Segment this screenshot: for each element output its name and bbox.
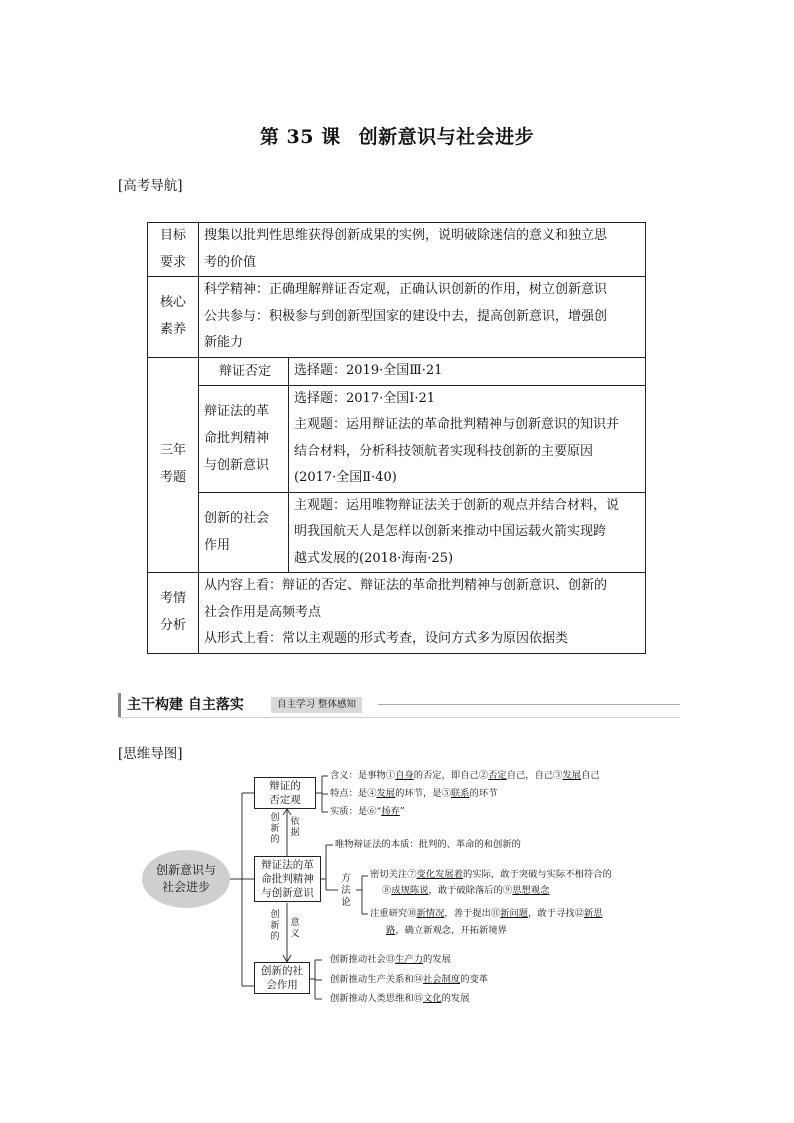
- method-item-2: 注重研究⑩新情况，善于提出⑪新问题，敢于寻找⑫新思: [370, 908, 603, 919]
- cell-line: 主观题：运用辩证法的革命批判精神与创新意识的知识并: [294, 417, 620, 432]
- method-item-1: 密切关注⑦变化发展着的实际，敢于突破与实际不相符合的: [370, 869, 612, 880]
- negation-meaning: 含义：是事物①自身的否定，即自己②否定自己，自己③发展自己: [330, 770, 600, 781]
- cell-line: 辩证法的革: [204, 404, 270, 419]
- row-header-goal: [148, 223, 199, 277]
- table-row: [148, 357, 646, 385]
- node-line: 与创新意识: [261, 887, 314, 899]
- header-line: 素养: [159, 321, 186, 337]
- exam-topic-2: [199, 385, 289, 492]
- mindmap-node-critical-spirit: [254, 856, 321, 902]
- node-line: 会作用: [266, 979, 298, 991]
- table-row: [148, 277, 646, 358]
- header-line: 要求: [159, 254, 186, 270]
- cell-line: (2017·全国Ⅱ·40): [294, 470, 397, 485]
- methodology-label: [341, 873, 351, 909]
- method-item-2-cont: 路，确立新观念，开拓新境界: [386, 925, 507, 936]
- mindmap-node-negation: [254, 777, 316, 809]
- social-role-item-1: 创新推动社会⑬生产力的发展: [330, 954, 451, 965]
- row-header-exam: [148, 357, 199, 573]
- section-tag: 自主学习 整体感知: [271, 697, 362, 713]
- label-char: 依: [290, 817, 300, 827]
- cell-line: 越式发展的(2018·海南·25): [294, 550, 454, 566]
- exam-detail-2: [289, 385, 646, 492]
- section-title: 主干构建 自主落实: [118, 693, 250, 717]
- table-row: [148, 573, 646, 654]
- cell-line: 辩证否定: [218, 363, 271, 379]
- header-line: 目标: [159, 228, 186, 243]
- method-item-1-cont: ⑧成规陈说，敢于破除落后的⑨思想观念: [382, 885, 550, 896]
- divider: [118, 717, 680, 718]
- label-char: 法: [341, 885, 351, 896]
- section-banner: [118, 692, 680, 718]
- cell-line: 搜集以批判性思维获得创新成果的实例，说明破除迷信的意义和独立思: [204, 228, 608, 243]
- cell-line: 结合材料，分析科技领航者实现科技创新的主要原因: [294, 443, 594, 459]
- lesson-topic: 创新意识与社会进步: [358, 126, 535, 148]
- table-row: [148, 385, 646, 492]
- negation-essence: 实质：是⑥“扬弃”: [330, 806, 405, 817]
- node-line: 创新的社: [261, 965, 303, 977]
- guide-table: [147, 222, 646, 654]
- guide-heading: [高考导航]: [118, 178, 183, 194]
- mindmap-root: [142, 850, 230, 908]
- page-title: [0, 122, 794, 149]
- mindmap-node-social-role: [254, 962, 310, 994]
- cell-line: 公共参与：积极参与到创新型国家的建设中去，提高创新意识，增强创: [204, 308, 608, 324]
- exam-detail-3: [289, 492, 646, 573]
- goal-cell: [199, 223, 646, 277]
- exam-detail-1: [289, 357, 646, 385]
- social-role-item-2: 创新推动生产关系和⑭社会制度的变革: [330, 974, 489, 985]
- label-char: 创: [270, 813, 280, 823]
- label-char: 新: [270, 824, 280, 834]
- cell-line: 从内容上看：辩证的否定、辩证法的革命批判精神与创新意识、创新的: [204, 578, 608, 593]
- relation-label-meaning-right: [290, 918, 300, 940]
- label-char: 方: [341, 873, 351, 884]
- header-line: 核心: [159, 295, 186, 311]
- cell-line: 社会作用是高频考点: [204, 604, 322, 620]
- node-line: 命批判精神: [261, 873, 314, 885]
- cell-line: 科学精神：正确理解辩证否定观，正确认识创新的作用，树立创新意识: [204, 282, 608, 297]
- node-line: 辩证的: [269, 780, 301, 792]
- row-header-core: [148, 277, 199, 358]
- relation-label-basis-right: [290, 817, 300, 839]
- label-char: 论: [341, 897, 351, 908]
- cell-line: 命批判精神: [204, 431, 270, 446]
- negation-feature: 特点：是④发展的环节，是⑤联系的环节: [330, 788, 498, 799]
- cell-line: 新能力: [204, 335, 244, 350]
- analysis-cell: [199, 573, 646, 654]
- exam-topic-1: [199, 357, 289, 385]
- header-line: 三年: [159, 443, 186, 459]
- mindmap-heading: [思维导图]: [118, 746, 183, 762]
- core-cell: [199, 277, 646, 358]
- cell-line: 选择题：2017·全国Ⅰ·21: [294, 390, 436, 406]
- header-line: 分析: [159, 617, 186, 633]
- table-row: [148, 492, 646, 573]
- cell-line: 选择题：2019·全国Ⅲ·21: [294, 362, 443, 378]
- label-char: 创: [270, 910, 280, 920]
- root-line: 创新意识与: [155, 863, 216, 877]
- relation-label-basis-left: [270, 813, 280, 846]
- label-char: 的: [270, 932, 280, 942]
- label-char: 意: [290, 918, 300, 928]
- cell-line: 创新的社会: [204, 511, 270, 527]
- cell-line: 考的价值: [204, 254, 257, 270]
- header-line: 考情: [159, 591, 186, 607]
- dialectics-essence: 唯物辩证法的本质：批判的、革命的和创新的: [335, 839, 521, 850]
- lesson-number: 第 35 课: [259, 126, 341, 148]
- label-char: 义: [290, 929, 300, 939]
- divider: [378, 704, 680, 705]
- cell-line: 作用: [204, 538, 231, 554]
- label-char: 的: [270, 835, 280, 845]
- cell-line: 主观题：运用唯物辩证法关于创新的观点并结合材料，说: [294, 497, 620, 513]
- cell-line: 从形式上看：常以主观题的形式考查，设问方式多为原因依据类: [204, 631, 569, 646]
- cell-line: 明我国航天人是怎样以创新来推动中国运载火箭实现跨: [294, 524, 607, 539]
- label-char: 新: [270, 921, 280, 931]
- exam-topic-3: [199, 492, 289, 573]
- row-header-analysis: [148, 573, 199, 654]
- root-line: 社会进步: [161, 880, 210, 894]
- social-role-item-3: 创新推动人类思维和⑮文化的发展: [330, 993, 470, 1004]
- node-line: 辩证法的革: [261, 859, 314, 871]
- table-row: [148, 223, 646, 277]
- header-line: 考题: [159, 469, 186, 485]
- cell-line: 与创新意识: [204, 458, 270, 473]
- label-char: 据: [290, 828, 300, 838]
- relation-label-meaning-left: [270, 910, 280, 943]
- node-line: 否定观: [269, 794, 301, 806]
